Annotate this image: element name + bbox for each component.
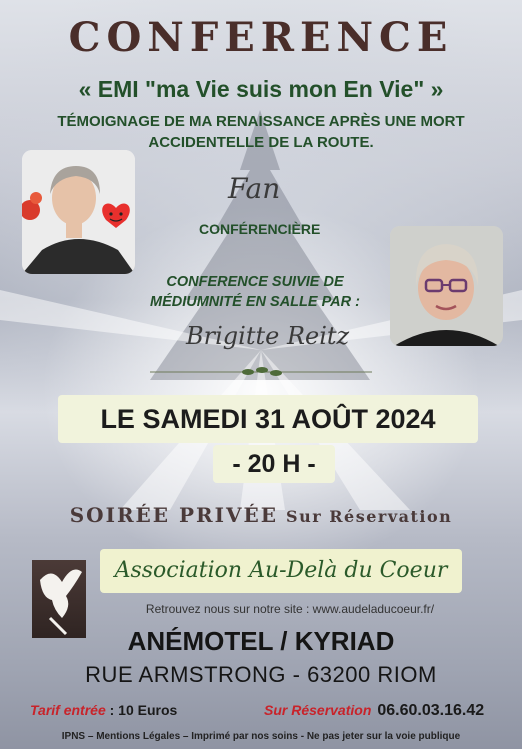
- association-name: Association Au-Delà du Coeur: [100, 549, 462, 593]
- medium-portrait-image: [390, 226, 503, 346]
- tarif-value: : 10 Euros: [109, 702, 178, 718]
- venue-address: RUE ARMSTRONG - 63200 RIOM: [85, 662, 437, 687]
- booking-note: Sur Réservation: [286, 507, 453, 526]
- speaker-portrait-image: [22, 150, 135, 274]
- speaker-photo: [22, 150, 135, 274]
- mediumship-intro: CONFERENCE SUIVIE DE MÉDIUMNITÉ EN SALLE PAR :: [150, 274, 360, 310]
- website-link[interactable]: Retrouvez nous sur notre site : www.audeladucoeur.fr/: [145, 602, 435, 616]
- speaker-name: Fan: [228, 172, 281, 205]
- event-type: SOIRÉE PRIVÉE: [69, 503, 279, 527]
- legal-footer: IPNS – Mentions Légales – Imprimé par nos soins - Ne pas jeter sur la voie publique: [61, 731, 461, 742]
- reservation-label: Sur Réservation: [264, 702, 372, 718]
- event-date: LE SAMEDI 31 AOÛT 2024: [58, 395, 478, 443]
- entry-price: [30, 702, 177, 718]
- medium-photo: [390, 226, 503, 346]
- leaf-divider-ornament: [150, 365, 372, 379]
- conference-subtitle: « EMI "ma Vie suis mon En Vie" »: [78, 76, 444, 102]
- page-title: CONFERENCE: [68, 14, 454, 61]
- event-time: - 20 H -: [213, 445, 335, 483]
- testimony-text: TÉMOIGNAGE DE MA RENAISSANCE APRÈS UNE MORT ACCIDENTELLE DE LA ROUTE.: [57, 113, 465, 151]
- speaker-role: CONFÉRENCIÈRE: [199, 221, 321, 237]
- tarif-label: Tarif entrée: [30, 702, 106, 718]
- private-evening-line: [0, 503, 522, 527]
- reservation-line: [264, 702, 484, 720]
- venue-name: ANÉMOTEL / KYRIAD: [127, 626, 395, 656]
- phone-number[interactable]: 06.60.03.16.42: [377, 702, 485, 719]
- medium-name: Brigitte Reitz: [186, 322, 350, 350]
